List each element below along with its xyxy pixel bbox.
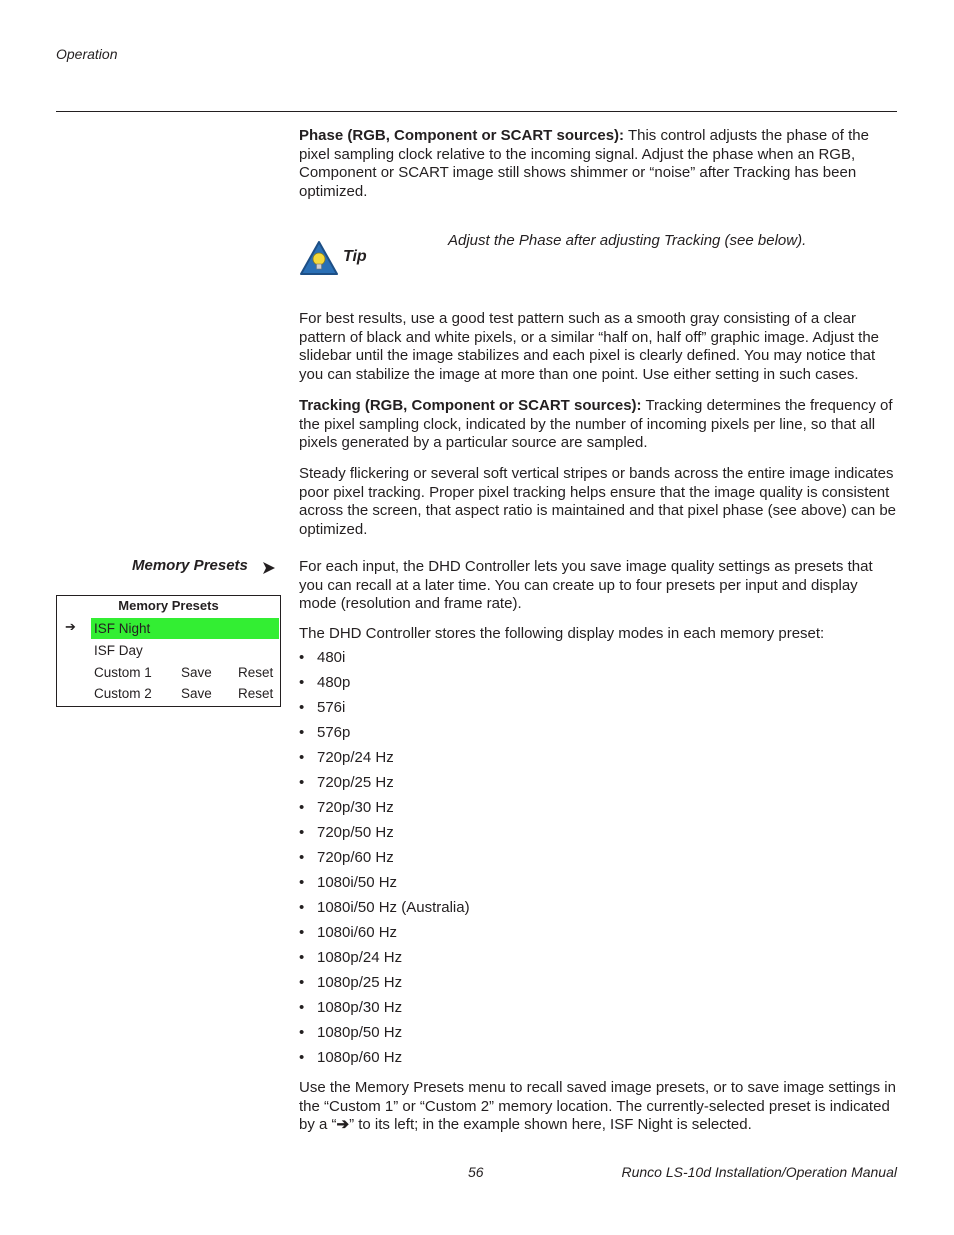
page-number: 56 (468, 1164, 484, 1180)
menu-title: Memory Presets (118, 598, 219, 613)
tracking-paragraph (299, 397, 897, 453)
memory-presets-heading: Memory Presets (132, 557, 248, 574)
running-header: Operation (56, 46, 118, 62)
tracking-label: Tracking (RGB, Component or SCART sources): (299, 397, 642, 414)
list-item: • 720p/24 Hz (299, 749, 394, 766)
list-item: • 1080p/50 Hz (299, 1024, 403, 1041)
list-item: • 1080p/25 Hz (299, 974, 403, 991)
menu-item-label: Custom 2 (94, 686, 152, 701)
header-rule (56, 111, 897, 112)
tip-text: Adjust the Phase after adjusting Tracking (see below). (448, 232, 807, 249)
save-button[interactable]: Save (181, 665, 212, 680)
tip-label: Tip (343, 248, 367, 265)
save-button[interactable]: Save (181, 686, 212, 701)
steady-paragraph: Steady flickering or several soft vertical stripes or bands across the entire image indicates poor pixel tracking. Proper pixel tracking helps ensure that the image quality is consistent across the screen, that aspect ratio is maintained and that pixel phase (see above) can be optimized. (299, 465, 897, 539)
menu-item-custom-1[interactable] (57, 662, 280, 682)
list-item: • 480i (299, 649, 346, 666)
tracking-text: Tracking determines the frequency of the pixel sampling clock, indicated by the number of incoming pixels per line, so that all pixels generated by a particular source are sampled. (299, 397, 893, 452)
arrow-icon: ➔ (336, 1116, 350, 1134)
list-item: • 720p/30 Hz (299, 799, 394, 816)
best-results-paragraph: For best results, use a good test pattern such as a smooth gray consisting of a clear pattern of black and white pixels, or a similar “half on, half off” graphic image. Adjust the slidebar until the image stabilizes and each pixel is clearly defined. You may notice that you can stabilize the image at more than one point. Use either setting in such cases. (299, 310, 880, 384)
menu-item-isf-night[interactable] (57, 618, 280, 638)
memory-presets-menu (56, 595, 281, 707)
menu-item-label: ISF Day (94, 643, 143, 658)
list-item: • 1080p/24 Hz (299, 949, 403, 966)
selected-arrow-icon: ➔ (65, 619, 76, 634)
phase-paragraph (299, 127, 897, 202)
memory-intro-paragraph: For each input, the DHD Controller lets you save image quality settings as presets that you can recall at a later time. You can create up to four presets per input and display mode (resolution and frame rate). (299, 558, 873, 613)
list-item: • 1080i/50 Hz (299, 874, 398, 891)
phase-label: Phase (RGB, Component or SCART sources): (299, 127, 625, 144)
reset-button[interactable]: Reset (238, 686, 274, 701)
menu-item-label: ISF Night (94, 621, 151, 636)
memory-stores-paragraph: The DHD Controller stores the following display modes in each memory preset: (299, 625, 825, 642)
menu-item-isf-day[interactable] (57, 640, 280, 660)
list-item: • 1080i/60 Hz (299, 924, 398, 941)
list-item: • 720p/25 Hz (299, 774, 394, 791)
arrowhead-icon (262, 561, 276, 575)
list-item: • 720p/60 Hz (299, 849, 394, 866)
menu-item-custom-2[interactable] (57, 683, 280, 703)
list-item: • 480p (299, 674, 351, 691)
list-item: • 576p (299, 724, 351, 741)
closing-paragraph: Use the Memory Presets menu to recall saved image presets, or to save image settings in the “Custom 1” or “Custom 2” memory location. The currently-selected preset is indicated by a “➔” to its left; in the example shown here, ISF Night is selected. (299, 1079, 896, 1134)
list-item: • 1080i/50 Hz (Australia) (299, 899, 470, 916)
reset-button[interactable]: Reset (238, 665, 274, 680)
list-item: • 1080p/60 Hz (299, 1049, 403, 1066)
list-item: • 576i (299, 699, 346, 716)
manual-title: Runco LS-10d Installation/Operation Manual (621, 1164, 897, 1180)
menu-item-label: Custom 1 (94, 665, 152, 680)
list-item: • 720p/50 Hz (299, 824, 394, 841)
list-item: • 1080p/30 Hz (299, 999, 403, 1016)
display-modes-list (299, 649, 699, 1074)
lightbulb-warning-icon (299, 240, 339, 276)
phase-text: This control adjusts the phase of the pixel sampling clock relative to the incoming signal. Adjust the phase when an RGB, Component or SCART image still shows shimmer or “noise” after Tracking has been optimized. (299, 127, 869, 201)
